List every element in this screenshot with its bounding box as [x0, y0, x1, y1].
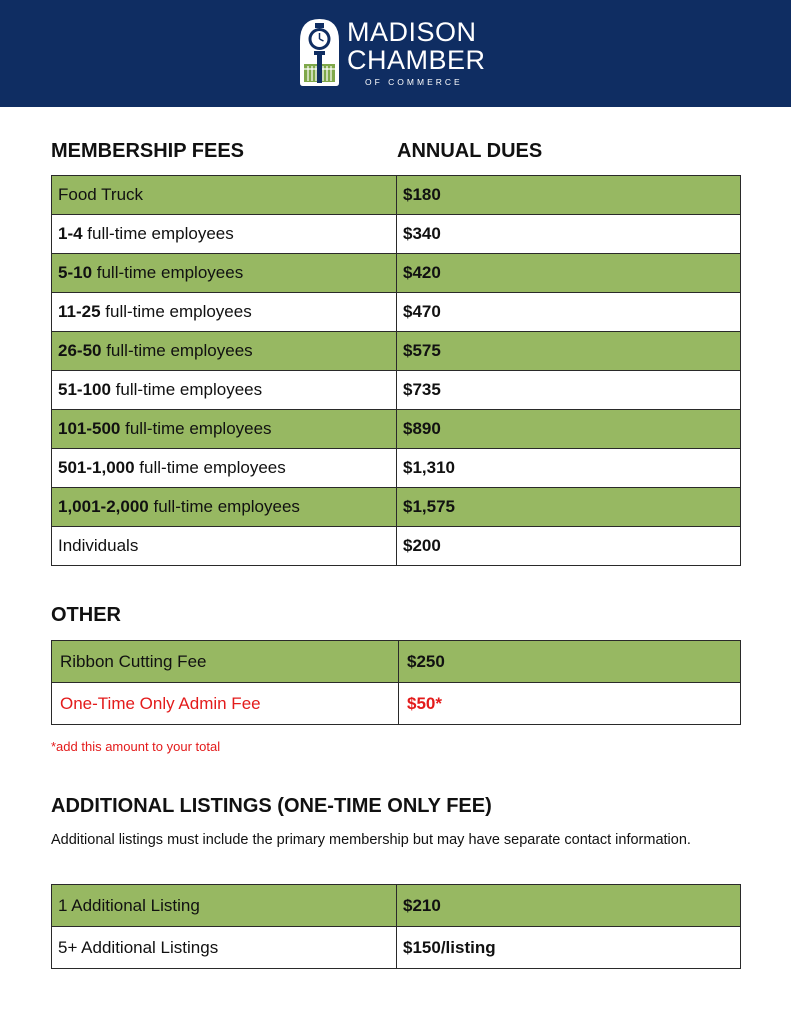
- listing-label: 5+ Additional Listings: [52, 927, 397, 969]
- table-row: [52, 176, 741, 215]
- fee-price: $470: [397, 293, 741, 332]
- fee-price: $250: [399, 641, 741, 683]
- additional-listings-description: Additional listings must include the primary membership but may have separate contact information.: [51, 832, 691, 848]
- table-row: [52, 683, 741, 725]
- table-row: [52, 293, 741, 332]
- fee-tier-label: 101-500 full-time employees: [52, 410, 397, 449]
- table-row: [52, 449, 741, 488]
- fee-tier-label: Individuals: [52, 527, 397, 566]
- table-row: [52, 215, 741, 254]
- other-heading: OTHER: [51, 604, 121, 626]
- table-row: [52, 254, 741, 293]
- clock-tower-icon: [297, 17, 342, 87]
- logo-line-chamber: CHAMBER: [347, 45, 486, 75]
- fee-tier-label: 26-50 full-time employees: [52, 332, 397, 371]
- fee-price: $200: [397, 527, 741, 566]
- fee-tier-label: 51-100 full-time employees: [52, 371, 397, 410]
- additional-listings-table: [51, 884, 741, 969]
- table-row: [52, 332, 741, 371]
- fee-label: Ribbon Cutting Fee: [52, 641, 399, 683]
- header-banner: [0, 0, 791, 107]
- listing-price: $210: [397, 885, 741, 927]
- table-row: [52, 488, 741, 527]
- fee-price: $420: [397, 254, 741, 293]
- annual-dues-heading: ANNUAL DUES: [397, 140, 543, 162]
- listing-price: $150/listing: [397, 927, 741, 969]
- fee-tier-label: 501-1,000 full-time employees: [52, 449, 397, 488]
- fee-price: $180: [397, 176, 741, 215]
- fee-tier-label: Food Truck: [52, 176, 397, 215]
- fee-price: $890: [397, 410, 741, 449]
- admin-fee-label: One-Time Only Admin Fee: [52, 683, 399, 725]
- admin-fee-note: *add this amount to your total: [51, 739, 221, 754]
- table-row: [52, 371, 741, 410]
- fee-tier-label: 11-25 full-time employees: [52, 293, 397, 332]
- fee-tier-label: 5-10 full-time employees: [52, 254, 397, 293]
- other-fees-table: [51, 640, 741, 725]
- fee-tier-label: 1-4 full-time employees: [52, 215, 397, 254]
- logo-line-madison: MADISON: [347, 17, 477, 47]
- fee-price: $735: [397, 371, 741, 410]
- fee-price: $1,310: [397, 449, 741, 488]
- table-row: [52, 927, 741, 969]
- listing-label: 1 Additional Listing: [52, 885, 397, 927]
- fee-price: $575: [397, 332, 741, 371]
- fee-price: $340: [397, 215, 741, 254]
- table-row: [52, 410, 741, 449]
- logo-wordmark: [347, 18, 486, 87]
- table-row: [52, 641, 741, 683]
- logo-line-of-commerce: OF COMMERCE: [365, 77, 463, 87]
- table-row: [52, 885, 741, 927]
- membership-fees-table: [51, 175, 741, 566]
- additional-listings-heading: ADDITIONAL LISTINGS (ONE-TIME ONLY FEE): [51, 795, 492, 817]
- fee-price: $1,575: [397, 488, 741, 527]
- table-row: [52, 527, 741, 566]
- fee-tier-label: 1,001-2,000 full-time employees: [52, 488, 397, 527]
- membership-fees-heading: MEMBERSHIP FEES: [51, 140, 244, 162]
- admin-fee-price: $50*: [399, 683, 741, 725]
